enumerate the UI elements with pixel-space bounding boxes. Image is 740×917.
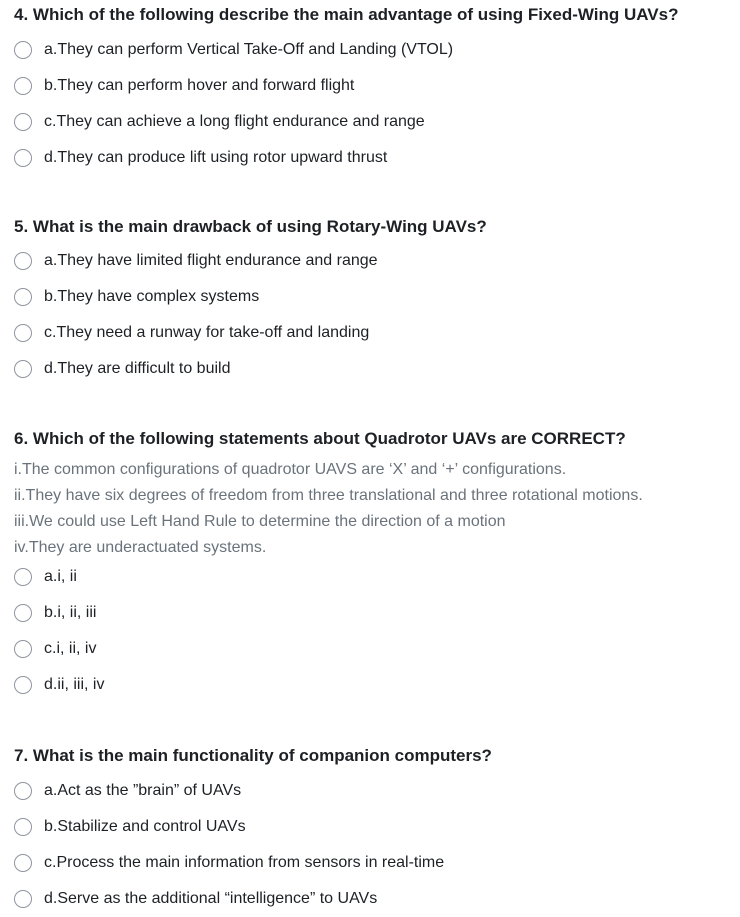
- statement-ii: ii.They have six degrees of freedom from three translational and three rotational motions.: [14, 487, 643, 504]
- option-d[interactable]: [14, 667, 734, 703]
- question-6: [14, 428, 734, 703]
- radio-button[interactable]: [14, 113, 32, 131]
- option-d[interactable]: [14, 351, 734, 387]
- option-b[interactable]: [14, 809, 734, 845]
- option-label: d.They are difficult to build: [44, 360, 231, 377]
- statements-list: [14, 457, 734, 561]
- radio-button[interactable]: [14, 854, 32, 872]
- radio-button[interactable]: [14, 324, 32, 342]
- radio-button[interactable]: [14, 77, 32, 95]
- radio-button[interactable]: [14, 604, 32, 622]
- radio-button[interactable]: [14, 360, 32, 378]
- option-a[interactable]: [14, 243, 734, 279]
- option-label: b.They have complex systems: [44, 288, 260, 305]
- option-c[interactable]: [14, 104, 734, 140]
- option-d[interactable]: [14, 881, 734, 917]
- option-label: c.They can achieve a long flight endurance and range: [44, 113, 425, 130]
- question-4: [14, 4, 734, 176]
- option-label: d.Serve as the additional “intelligence” to UAVs: [44, 890, 378, 907]
- option-label: a.They can perform Vertical Take-Off and Landing (VTOL): [44, 41, 454, 58]
- statement-iv: iv.They are underactuated systems.: [14, 539, 267, 556]
- question-7: [14, 745, 734, 917]
- radio-button[interactable]: [14, 568, 32, 586]
- option-b[interactable]: [14, 279, 734, 315]
- options-list: [14, 243, 734, 387]
- radio-button[interactable]: [14, 252, 32, 270]
- option-b[interactable]: [14, 595, 734, 631]
- option-label: b.i, ii, iii: [44, 604, 97, 621]
- option-a[interactable]: [14, 32, 734, 68]
- radio-button[interactable]: [14, 782, 32, 800]
- option-label: a.Act as the ”brain” of UAVs: [44, 782, 242, 799]
- options-list: [14, 773, 734, 917]
- options-list: [14, 32, 734, 176]
- question-title: 5. What is the main drawback of using Rotary-Wing UAVs?: [14, 217, 487, 236]
- radio-button[interactable]: [14, 818, 32, 836]
- radio-button[interactable]: [14, 149, 32, 167]
- question-title: 6. Which of the following statements about Quadrotor UAVs are CORRECT?: [14, 429, 626, 448]
- option-c[interactable]: [14, 315, 734, 351]
- option-b[interactable]: [14, 68, 734, 104]
- options-list: [14, 559, 734, 703]
- question-title: 4. Which of the following describe the main advantage of using Fixed-Wing UAVs?: [14, 5, 679, 24]
- radio-button[interactable]: [14, 41, 32, 59]
- option-d[interactable]: [14, 140, 734, 176]
- option-label: a.They have limited flight endurance and range: [44, 252, 378, 269]
- option-label: d.They can produce lift using rotor upward thrust: [44, 149, 388, 166]
- radio-button[interactable]: [14, 890, 32, 908]
- option-c[interactable]: [14, 845, 734, 881]
- option-label: a.i, ii: [44, 568, 77, 585]
- option-label: c.They need a runway for take-off and landing: [44, 324, 370, 341]
- statement-iii: iii.We could use Left Hand Rule to determine the direction of a motion: [14, 513, 506, 530]
- question-5: [14, 216, 734, 387]
- radio-button[interactable]: [14, 676, 32, 694]
- statement-i: i.The common configurations of quadrotor UAVS are ‘X’ and ‘+’ configurations.: [14, 461, 567, 478]
- option-c[interactable]: [14, 631, 734, 667]
- question-title: 7. What is the main functionality of companion computers?: [14, 746, 492, 765]
- radio-button[interactable]: [14, 288, 32, 306]
- option-label: d.ii, iii, iv: [44, 676, 105, 693]
- option-label: c.i, ii, iv: [44, 640, 97, 657]
- radio-button[interactable]: [14, 640, 32, 658]
- option-a[interactable]: [14, 559, 734, 595]
- option-a[interactable]: [14, 773, 734, 809]
- option-label: b.They can perform hover and forward flight: [44, 77, 355, 94]
- option-label: b.Stabilize and control UAVs: [44, 818, 246, 835]
- option-label: c.Process the main information from sensors in real-time: [44, 854, 445, 871]
